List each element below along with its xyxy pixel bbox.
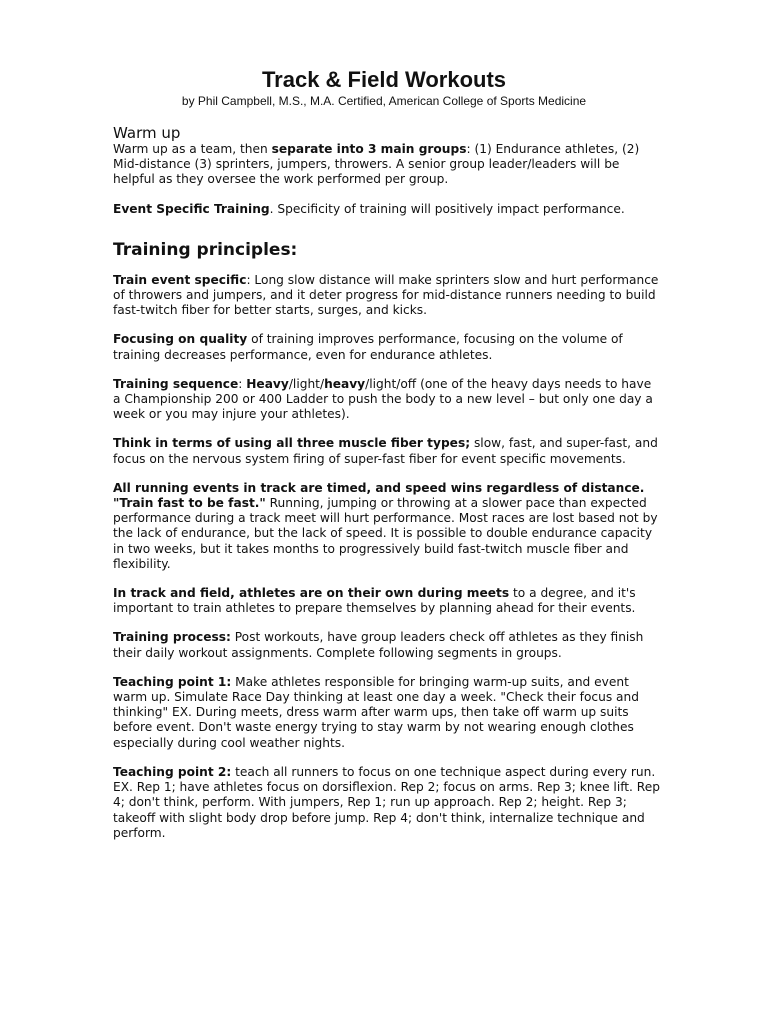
quality-text: of training improves performance, focusing on the volume of training decreases performance, even for endurance athletes. xyxy=(113,332,623,362)
warmup-text-1: Warm up as a team, then xyxy=(113,142,272,156)
quality-bold: Focusing on quality xyxy=(113,332,248,347)
meets-bold: In track and field, athletes are on their own during meets xyxy=(113,586,510,601)
fiber-bold: Think in terms of using all three muscle fiber types; xyxy=(113,436,471,451)
sequence-text-3: /light/off (one of the heavy days needs to have a Championship 200 or 400 Ladder to push the body to a new level – but only one day a week or you may injure your athletes). xyxy=(113,376,653,422)
warmup-text-2: : (1) Endurance athletes, (2) Mid-distance (3) sprinters, jumpers, throwers. A senior group leader/leaders will be helpful as they oversee the work performed per group. xyxy=(113,142,640,187)
warmup-paragraph xyxy=(113,142,661,188)
quality-paragraph xyxy=(113,332,661,362)
event-specific-bold: Event Specific Training xyxy=(113,201,270,216)
sequence-bold-3: heavy xyxy=(324,376,366,391)
event-specific-paragraph xyxy=(113,202,661,217)
fiber-text: slow, fast, and super-fast, and focus on the nervous system firing of super-fast fiber for event specific movements. xyxy=(113,436,658,466)
principles-heading: Training principles: xyxy=(113,239,298,260)
author-byline: by Phil Campbell, M.S., M.A. Certified, American College of Sports Medicine xyxy=(181,94,587,108)
sequence-bold-2: Heavy xyxy=(246,376,289,391)
timed-text: Running, jumping or throwing at a slower pace than expected performance during a track meet will hurt performance. Most races are lost based not by the lack of endurance, but the lack of speed. It is possible to double endurance capacity in two weeks, but it takes months to progressively build fast-twitch muscle fiber and flexibility. xyxy=(113,496,658,571)
sequence-text-2: /light/ xyxy=(288,376,325,391)
teaching-point-2-text: teach all runners to focus on one technique aspect during every run. EX. Rep 1; have athletes focus on dorsiflexion. Rep 2; focus on arms. Rep 3; knee lift. Rep 4; don't think, perform. With jumpers, Rep 1; run up approach. Rep 2; height. Rep 3; takeoff with slight body drop before jump. Rep 4; don't think, internalize technique and perform. xyxy=(113,764,660,840)
teaching-point-1-bold: Teaching point 1: xyxy=(113,674,232,689)
sequence-text-1: : xyxy=(238,376,247,391)
process-text: Post workouts, have group leaders check off athletes as they finish their daily workout assignments. Complete following segments in groups. xyxy=(113,630,644,660)
meets-paragraph xyxy=(113,586,661,616)
train-event-paragraph xyxy=(113,273,661,319)
teaching-point-2-paragraph xyxy=(113,765,661,841)
process-bold: Training process: xyxy=(113,630,231,645)
timed-paragraph xyxy=(113,481,661,572)
sequence-paragraph xyxy=(113,377,661,423)
document-body xyxy=(113,124,661,855)
event-specific-text: . Specificity of training will positively impact performance. xyxy=(269,201,625,216)
warmup-heading: Warm up xyxy=(113,124,181,142)
timed-bold: All running events in track are timed, and speed wins regardless of distance. "Train fast to be fast." xyxy=(113,480,645,511)
process-paragraph xyxy=(113,630,661,660)
meets-text: to a degree, and it's important to train athletes to prepare themselves by planning ahead for their events. xyxy=(113,586,636,616)
document-title: Track & Field Workouts xyxy=(261,67,507,92)
sequence-bold-1: Training sequence xyxy=(113,376,239,391)
train-event-text: : Long slow distance will make sprinters slow and hurt performance of throwers and jumpers, and it deter progress for mid-distance runners needing to build fast-twitch fiber for better starts, surges, and kicks. xyxy=(113,272,659,318)
teaching-point-1-text: Make athletes responsible for bringing warm-up suits, and event warm up. Simulate Race Day thinking at least one day a week. "Check their focus and thinking" EX. During meets, dress warm after warm ups, then take off warm up suits before event. Don't waste energy trying to stay warm by not wearing enough clothes especially during cool weather nights. xyxy=(113,674,639,750)
fiber-paragraph xyxy=(113,436,661,466)
teaching-point-1-paragraph xyxy=(113,675,661,751)
teaching-point-2-bold: Teaching point 2: xyxy=(113,764,232,779)
train-event-bold: Train event specific xyxy=(113,272,247,287)
warmup-bold: separate into 3 main groups xyxy=(271,142,467,156)
